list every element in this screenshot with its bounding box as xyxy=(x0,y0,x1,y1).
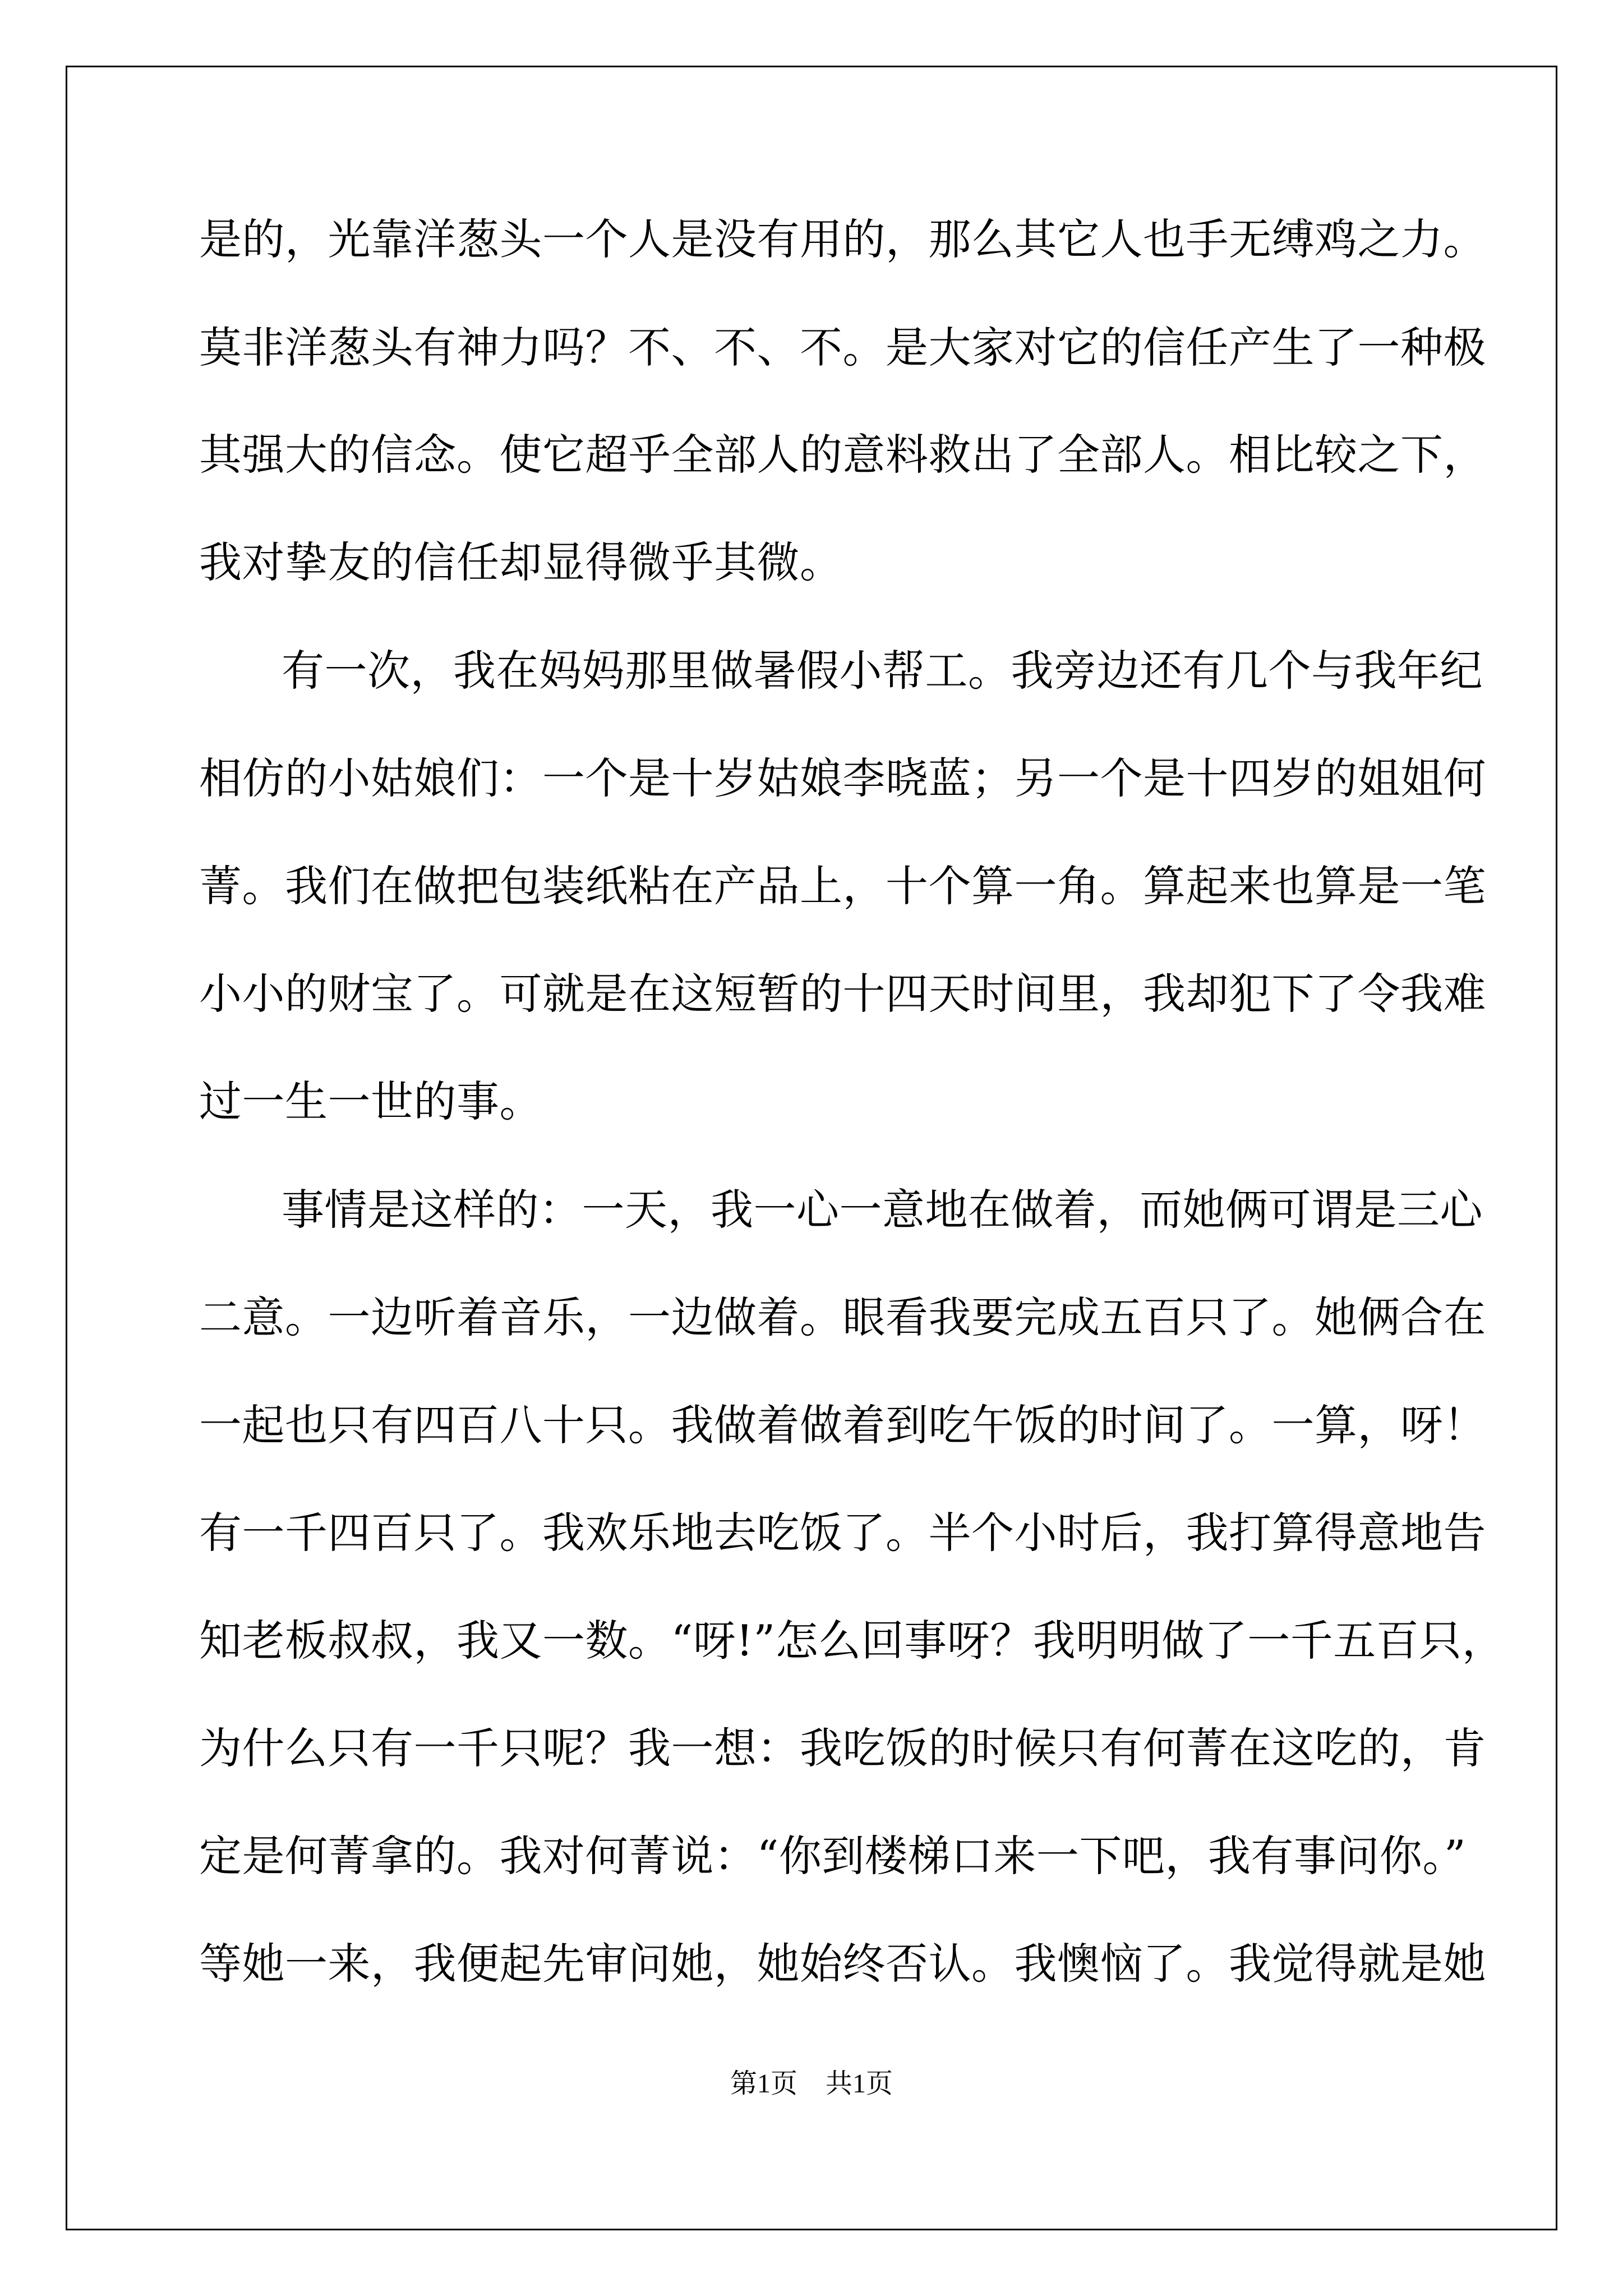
page-total: 共1页 xyxy=(826,2069,893,2099)
text-line: 有一千四百只了。我欢乐地去吃饭了。半个小时后，我打算得意地告 xyxy=(199,1508,1486,1558)
text-line: 相仿的小姑娘们：一个是十岁姑娘李晓蓝；另一个是十四岁的姐姐何 xyxy=(199,753,1486,803)
text-line: 定是何菁拿的。我对何菁说：“你到楼梯口来一下吧，我有事问你。” xyxy=(199,1831,1467,1881)
text-line: 莫非洋葱头有神力吗？不、不、不。是大家对它的信任产生了一种极 xyxy=(199,323,1486,372)
text-line: 事情是这样的：一天，我一心一意地在做着，而她俩可谓是三心 xyxy=(282,1185,1483,1235)
text-line: 知老板叔叔，我又一数。“呀!”怎么回事呀？我明明做了一千五百只， xyxy=(199,1616,1505,1665)
text-line: 一起也只有四百八十只。我做着做着到吃午饭的时间了。一算，呀！ xyxy=(199,1400,1486,1450)
text-line: 是的，光靠洋葱头一个人是没有用的，那么其它人也手无缚鸡之力。 xyxy=(199,214,1486,264)
text-line: 有一次，我在妈妈那里做暑假小帮工。我旁边还有几个与我年纪 xyxy=(282,646,1483,696)
text-line: 小小的财宝了。可就是在这短暂的十四天时间里，我却犯下了令我难 xyxy=(199,969,1486,1019)
text-line: 菁。我们在做把包装纸粘在产品上，十个算一角。算起来也算是一笔 xyxy=(199,861,1486,911)
page-border xyxy=(66,66,1557,2230)
page-number: 第1页 xyxy=(730,2069,797,2099)
text-line: 等她一来，我便起先审问她，她始终否认。我懊恼了。我觉得就是她 xyxy=(199,1939,1486,1989)
text-line: 过一生一世的事。 xyxy=(199,1076,542,1126)
page-footer xyxy=(0,2067,1623,2101)
text-line: 其强大的信念。使它超乎全部人的意料救出了全部人。相比较之下， xyxy=(199,430,1486,480)
text-line: 我对挚友的信任却显得微乎其微。 xyxy=(199,537,843,587)
text-line: 二意。一边听着音乐，一边做着。眼看我要完成五百只了。她俩合在 xyxy=(199,1292,1486,1342)
text-line: 为什么只有一千只呢？我一想：我吃饭的时候只有何菁在这吃的，肯 xyxy=(199,1723,1486,1773)
